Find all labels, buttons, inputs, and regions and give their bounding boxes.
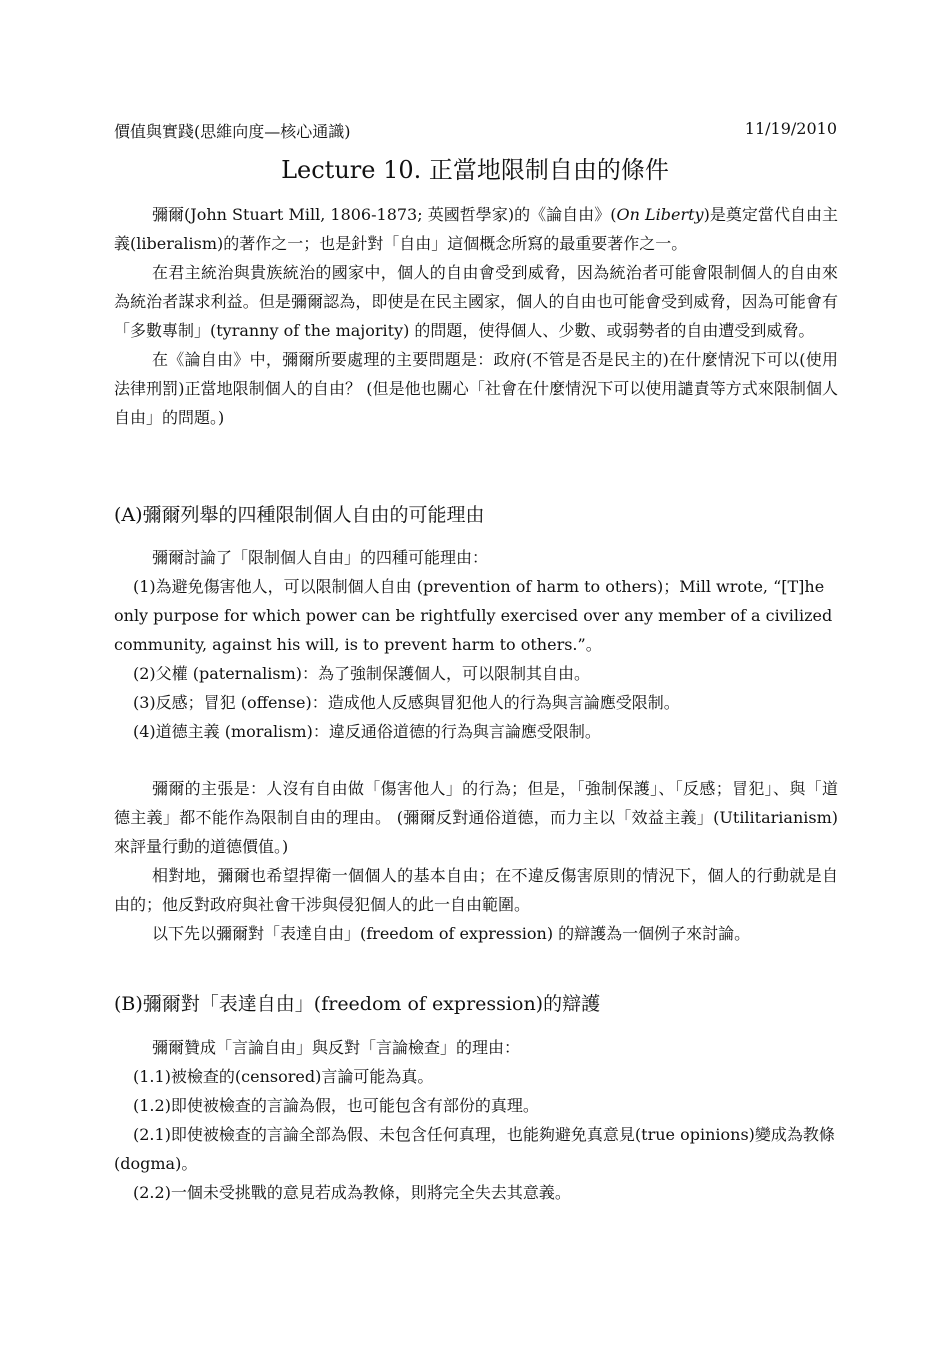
section-b-heading: (B)彌爾對「表達自由」(freedom of expression)的辯護	[114, 993, 601, 1015]
section-a-paragraph-1: 彌爾的主張是：人沒有自由做「傷害他人」的行為；但是，「強制保護」、「反感；冒犯」、與「道德主義」都不能作為限制自由的理由。 (彌爾反對通俗道德，而力主以「效益主義」(Utilitarianism)來評量行動的道德價值。)	[114, 779, 838, 856]
section-b-body	[114, 1033, 838, 1207]
intro-paragraph-3: 在《論自由》中，彌爾所要處理的主要問題是：政府(不管是否是民主的)在什麼情況下可以(使用法律刑罰)正當地限制個人的自由？ (但是他也關心「社會在什麼情況下可以使用譴責等方式來限制個人自由」的問題。)	[114, 350, 838, 427]
section-b-lead: 彌爾贊成「言論自由」與反對「言論檢查」的理由：	[152, 1038, 521, 1057]
section-a-lead: 彌爾討論了「限制個人自由」的四種可能理由：	[152, 548, 489, 567]
intro-p1-text-a: 彌爾(John Stuart Mill, 1806-1873; 英國哲學家)的《論自由》(	[152, 205, 617, 224]
intro-paragraph-2: 在君主統治與貴族統治的國家中，個人的自由會受到威脅，因為統治者可能會限制個人的自由來為統治者謀求利益。但是彌爾認為，即使是在民主國家，個人的自由也可能會受到威脅，因為可能會有「多數專制」(tyranny of the majority) 的問題，使得個人、少數、或弱勢者的自由遭受到威脅。	[114, 263, 838, 340]
section-a-item-2: (2)父權 (paternalism)：為了強制保護個人，可以限制其自由。	[133, 664, 591, 683]
intro-paragraph-1	[114, 200, 838, 258]
intro-p1-italic-title: On Liberty	[616, 205, 704, 224]
header-course-name: 價值與實踐(思維向度—核心通識)	[114, 122, 351, 141]
section-b-item-3: (2.1)即使被檢查的言論全部為假、未包含任何真理，也能夠避免真意見(true opinions)變成為教條(dogma)。	[114, 1125, 835, 1173]
section-a-item-4: (4)道德主義 (moralism)：違反通俗道德的行為與言論應受限制。	[133, 722, 601, 741]
intro-section	[114, 200, 838, 432]
section-a-discussion	[114, 774, 838, 948]
section-b-item-4: (2.2)一個未受挑戰的意見若成為教條，則將完全失去其意義。	[133, 1183, 571, 1202]
header-date: 11/19/2010	[744, 119, 837, 138]
section-a-paragraph-3: 以下先以彌爾對「表達自由」(freedom of expression) 的辯護為一個例子來討論。	[152, 924, 751, 943]
intro-p1-text-b: )是奠定當代自由主義(liberalism)的著作之一；也是針對「自由」這個概念所寫的最重要著作之一。	[114, 205, 839, 253]
section-a-paragraph-2: 相對地，彌爾也希望捍衛一個個人的基本自由；在不違反傷害原則的情況下，個人的行動就是自由的；他反對政府與社會干涉與侵犯個人的此一自由範圍。	[114, 866, 838, 914]
section-a-item-1: (1)為避免傷害他人，可以限制個人自由 (prevention of harm to others)；Mill wrote, “[T]he only purpose for which power can be rightfully exercised over any member of a civilized community, against his will, is to prevent harm to others.”。	[114, 577, 833, 654]
section-a-heading: (A)彌爾列舉的四種限制個人自由的可能理由	[114, 504, 485, 526]
lecture-title: Lecture 10. 正當地限制自由的條件	[281, 156, 669, 184]
section-b-item-1: (1.1)被檢查的(censored)言論可能為真。	[133, 1067, 434, 1086]
section-b-item-2: (1.2)即使被檢查的言論為假，也可能包含有部份的真理。	[133, 1096, 539, 1115]
section-a-body	[114, 543, 838, 746]
section-a-item-3: (3)反感；冒犯 (offense)：造成他人反感與冒犯他人的行為與言論應受限制。	[133, 693, 680, 712]
